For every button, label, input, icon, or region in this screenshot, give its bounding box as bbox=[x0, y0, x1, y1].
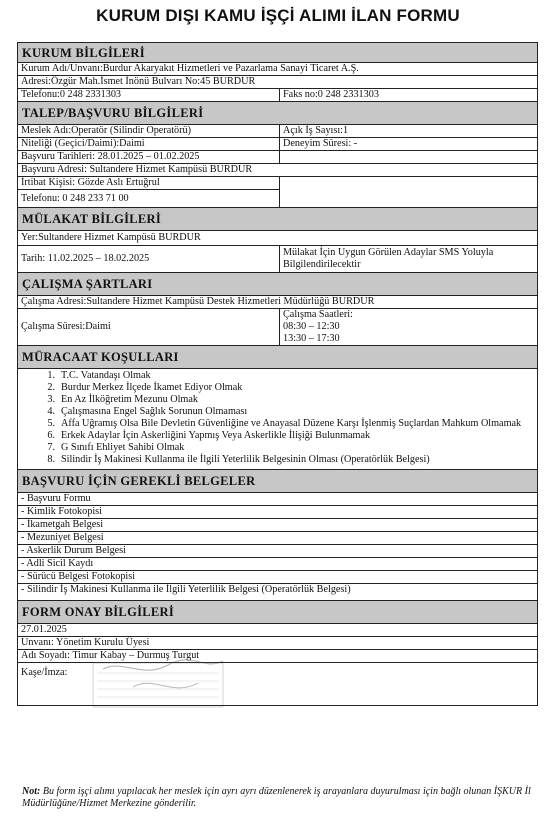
muracaat-item-text: Affa Uğramış Olsa Bile Devletin Güvenliğine ve Anayasal Düzene Karşı İşlenmiş Suçlardan Mahkum Olmamak bbox=[61, 418, 522, 429]
muracaat-item-number: 1. bbox=[47, 370, 55, 381]
calisma-adres: Çalışma Adresi:Sultandere Hizmet Kampüsü Destek Hizmetleri Müdürlüğü BURDUR bbox=[18, 296, 538, 309]
calisma-saatleri-label: Çalışma Saatleri: bbox=[283, 309, 353, 320]
muracaat-item-number: 8. bbox=[47, 454, 55, 465]
mulakat-bildirim: Mülakat İçin Uygun Görülen Adaylar SMS Yoluyla Bilgilendirilecektir bbox=[280, 246, 538, 273]
talep-meslek: Meslek Adı:Operatör (Silindir Operatörü) bbox=[18, 125, 280, 138]
section-header-kurum: KURUM BİLGİLERİ bbox=[18, 43, 538, 63]
calisma-saat-2: 13:30 – 17:30 bbox=[283, 333, 340, 344]
talep-irtibat: İrtibat Kişisi: Gözde Aslı Ertuğrul bbox=[18, 177, 280, 190]
section-header-talep: TALEP/BAŞVURU BİLGİLERİ bbox=[18, 102, 538, 125]
belge-item: - Mezuniyet Belgesi bbox=[18, 532, 537, 545]
muracaat-item-text: Burdur Merkez İlçede İkamet Ediyor Olmak bbox=[61, 382, 243, 393]
muracaat-item bbox=[21, 430, 534, 442]
muracaat-item-number: 6. bbox=[47, 430, 55, 441]
muracaat-item bbox=[21, 442, 534, 454]
talep-niteligi: Niteliği (Geçici/Daimi):Daimi bbox=[18, 138, 280, 151]
onay-adsoyad: Adı Soyadı: Timur Kabay – Durmuş Turgut bbox=[18, 650, 538, 663]
form-title: KURUM DIŞI KAMU İŞÇİ ALIMI İLAN FORMU bbox=[96, 6, 460, 25]
note-label: Not: bbox=[22, 786, 41, 797]
muracaat-item bbox=[21, 370, 534, 382]
note-text: Bu form işçi alımı yapılacak her meslek için ayrı ayrı düzenlenerek iş arayanlara duyurulması için bağlı olunan İŞKUR İl Müdürlüğüne/Hizmet Merkezine gönderilir. bbox=[22, 786, 531, 809]
talep-tarihler: Başvuru Tarihleri: 28.01.2025 – 01.02.2025 bbox=[18, 151, 280, 164]
calisma-suresi: Çalışma Süresi:Daimi bbox=[18, 309, 280, 346]
company-stamp-icon bbox=[73, 657, 238, 715]
muracaat-item bbox=[21, 406, 534, 418]
onay-kase-label: Kaşe/İmza: bbox=[21, 667, 68, 678]
form-table bbox=[17, 42, 538, 706]
muracaat-item bbox=[21, 382, 534, 394]
kurum-faks: Faks no:0 248 2331303 bbox=[280, 89, 538, 102]
muracaat-item-text: Silindir İş Makinesi Kullanma ile İlgili Yeterlilik Belgesinin Olması (Operatörlük Belgesi) bbox=[61, 454, 430, 465]
section-header-onay: FORM ONAY BİLGİLERİ bbox=[18, 601, 538, 624]
belgeler-list bbox=[18, 493, 538, 601]
section-header-belgeler: BAŞVURU İÇİN GEREKLİ BELGELER bbox=[18, 470, 538, 493]
mulakat-yer: Yer:Sultandere Hizmet Kampüsü BURDUR bbox=[18, 231, 538, 246]
muracaat-list bbox=[18, 369, 538, 470]
belge-item: - İkametgah Belgesi bbox=[18, 519, 537, 532]
belge-item: - Adli Sicil Kaydı bbox=[18, 558, 537, 571]
calisma-saat-1: 08:30 – 12:30 bbox=[283, 321, 340, 332]
talep-basvuru-adresi: Başvuru Adresi: Sultandere Hizmet Kampüsü BURDUR bbox=[18, 164, 538, 177]
muracaat-item bbox=[21, 418, 534, 430]
section-header-mulakat: MÜLAKAT BİLGİLERİ bbox=[18, 208, 538, 231]
muracaat-item-number: 5. bbox=[47, 418, 55, 429]
belge-item: - Silindir İş Makinesi Kullanma ile İlgili Yeterlilik Belgesi (Operatörlük Belgesi) bbox=[21, 584, 351, 595]
muracaat-item-number: 2. bbox=[47, 382, 55, 393]
kurum-adi: Kurum Adı/Unvanı:Burdur Akaryakıt Hizmetleri ve Pazarlama Sanayi Ticaret A.Ş. bbox=[18, 63, 538, 76]
mulakat-tarih: Tarih: 11.02.2025 – 18.02.2025 bbox=[18, 246, 280, 273]
onay-kase-imza bbox=[18, 663, 538, 706]
muracaat-item-number: 3. bbox=[47, 394, 55, 405]
muracaat-item-number: 4. bbox=[47, 406, 55, 417]
muracaat-item-number: 7. bbox=[47, 442, 55, 453]
form-sheet bbox=[17, 42, 537, 706]
onay-unvan: Unvanı: Yönetim Kurulu Üyesi bbox=[18, 637, 538, 650]
calisma-saatleri bbox=[280, 309, 538, 346]
section-header-muracaat: MÜRACAAT KOŞULLARI bbox=[18, 346, 538, 369]
muracaat-item-text: G Sınıfı Ehliyet Sahibi Olmak bbox=[61, 442, 185, 453]
talep-acik-is: Açık İş Sayısı:1 bbox=[280, 125, 538, 138]
kurum-adres: Adresi:Özgür Mah.İsmet İnönü Bulvarı No:45 BURDUR bbox=[18, 76, 538, 89]
belge-item: - Askerlik Durum Belgesi bbox=[18, 545, 537, 558]
belge-item: - Kimlik Fotokopisi bbox=[18, 506, 537, 519]
muracaat-item-text: En Az İlköğretim Mezunu Olmak bbox=[61, 394, 198, 405]
muracaat-item-text: T.C. Vatandaşı Olmak bbox=[61, 370, 151, 381]
muracaat-item-text: Çalışmasına Engel Sağlık Sorunun Olmaması bbox=[61, 406, 248, 417]
muracaat-item bbox=[21, 394, 534, 406]
talep-deneyim: Deneyim Süresi: - bbox=[280, 138, 538, 151]
section-header-calisma: ÇALIŞMA ŞARTLARI bbox=[18, 273, 538, 296]
onay-tarih: 27.01.2025 bbox=[18, 624, 538, 637]
kurum-telefon: Telefonu:0 248 2331303 bbox=[18, 89, 280, 102]
talep-telefon: Telefonu: 0 248 233 71 00 bbox=[18, 190, 280, 208]
muracaat-item bbox=[21, 454, 534, 466]
muracaat-item-text: Erkek Adaylar İçin Askerliğini Yapmış Veya Askerlikle İlişiği Bulunmamak bbox=[61, 430, 371, 441]
belge-item: - Başvuru Formu bbox=[18, 493, 537, 506]
footer-note bbox=[22, 786, 537, 810]
belge-item: - Sürücü Belgesi Fotokopisi bbox=[18, 571, 537, 584]
